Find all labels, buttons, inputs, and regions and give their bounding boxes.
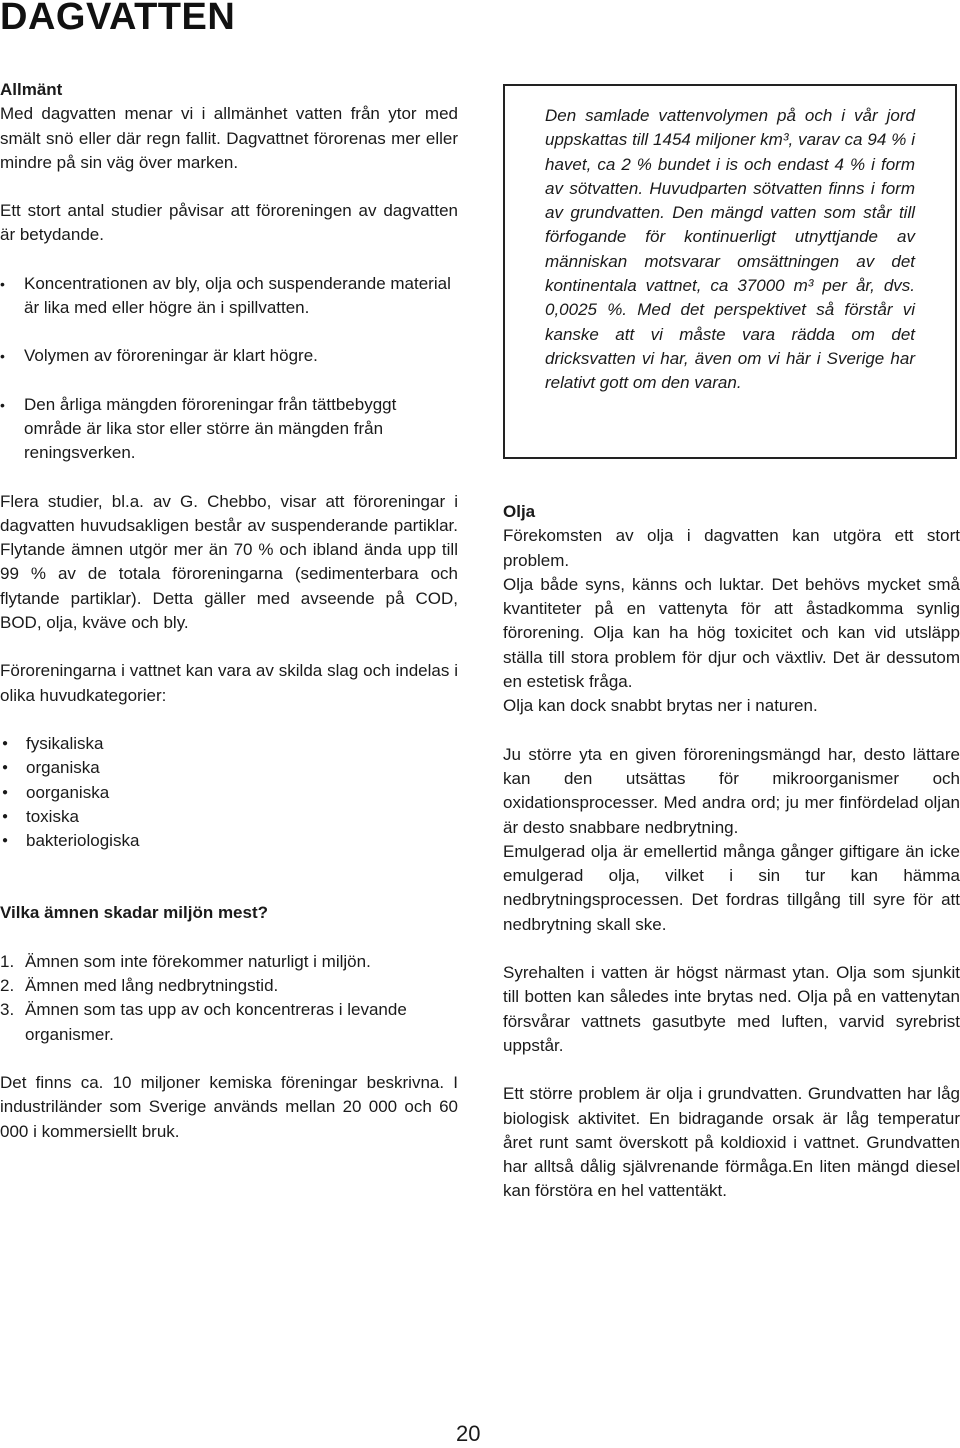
kategorier-list <box>0 732 458 853</box>
item-number: 1. <box>0 951 15 971</box>
right-column <box>503 500 960 1204</box>
yta-paragraph-1: Ju större yta en given föroreningsmängd har, desto lättare kan den utsättas för mikroorganismer och oxidationsprocesser. Med andra ord; ju mer finfördelad oljan är desto snabbare nedbrytning. <box>503 744 960 837</box>
section-heading-allmant: Allmänt <box>0 80 63 99</box>
olja-paragraph-3: Olja kan dock snabbt brytas ner i naturen. <box>503 696 818 716</box>
list-item: ● organiska <box>0 756 458 780</box>
item-number: 3. <box>0 1000 15 1020</box>
page-title: DAGVATTEN <box>0 0 236 38</box>
list-item <box>0 998 458 1047</box>
olja-paragraph-1: Förekomsten av olja i dagvatten kan utgöra ett stort problem. <box>503 526 960 570</box>
yta-paragraph-2: Emulgerad olja är emellertid många gånger giftigare än icke emulgerad olja, vilket i sin tur kan hämma nedbrytningsprocessen. Det fordras tillgång till syre för att nedbrytning skall ske. <box>503 841 960 934</box>
numbered-list <box>0 950 458 1047</box>
olja-paragraph-2: Olja både syns, känns och luktar. Det behövs mycket små kvantiteter på en vattenyta för att åstadkomma synlig förorening. Olja kan ha hög toxicitet och kan vid utsläpp ställa till stora problem för djur och växtliv. Det är dessutom en estetisk fråga. <box>503 574 960 692</box>
grundvatten-paragraph: Ett större problem är olja i grundvatten. Grundvatten har låg biologisk aktivitet. En bidragande orsak är låg temperatur året runt samt överskott på koldioxid i vattnet. Grundvatten har alltså dålig självrenande förmåga.En liten mängd diesel kan förstöra en hel vattentäkt. <box>503 1084 960 1201</box>
studier-paragraph: Ett stort antal studier påvisar att föroreningen av dagvatten är betydande. <box>0 201 458 245</box>
kategorier-intro: Föroreningarna i vattnet kan vara av skilda slag och indelas i olika huvudkategorier: <box>0 661 458 705</box>
list-item: • Koncentrationen av bly, olja och suspenderande material är lika med eller högre än i spillvatten. <box>0 272 458 321</box>
list-item: • Den årliga mängden föroreningar från tättbebyggt område är lika stor eller större än mängden från reningsverken. <box>0 393 458 466</box>
left-column <box>0 78 458 1144</box>
section-heading-olja: Olja <box>503 502 536 521</box>
list-item: • Volymen av föroreningar är klart högre. <box>0 344 458 368</box>
final-paragraph: Det finns ca. 10 miljoner kemiska föreningar beskrivna. I industriländer som Sverige används mellan 20 000 och 60 000 i kommersiellt bruk. <box>0 1072 458 1141</box>
allmant-paragraph: Med dagvatten menar vi i allmänhet vatten från ytor med smält snö eller där regn fallit. Dagvattnet förorenas mer eller mindre på sin väg över marken. <box>0 104 458 172</box>
findings-list <box>0 272 458 466</box>
item-text: Ämnen som tas upp av och koncentreras i levande organismer. <box>25 1000 407 1044</box>
list-item: ● toxiska <box>0 805 458 829</box>
syre-paragraph: Syrehalten i vatten är högst närmast ytan. Olja som sjunkit till botten kan således inte brytas ned. Olja på en vattenytan försvårar vattnets gasutbyte med luften, varvid syrebrist uppstår. <box>503 963 960 1055</box>
info-box <box>503 84 957 459</box>
list-item: ● fysikaliska <box>0 732 458 756</box>
list-item <box>0 950 458 974</box>
info-box-text: Den samlade vattenvolymen på och i vår jord uppskattas till 1454 miljoner km³, varav ca 94 % i havet, ca 2 % bundet i is och endast 4 % i form av sötvatten. Huvudparten sötvatten finns i form av grundvatten. Den mängd vatten som står till förfogande för kontinuerligt utnyttjande av människan motsvarar omsättningen av det kontinentala vattnet, ca 37000 m³ per år, dvs. 0,0025 %. Med det perspektivet så förstår vi kanske att vi måste vara rädda om det dricksvatten vi har, även om vi här i Sverige har relativt gott om den varan. <box>545 106 915 393</box>
page-number: 20 <box>456 1421 481 1446</box>
question-heading: Vilka ämnen skadar miljön mest? <box>0 903 269 923</box>
item-number: 2. <box>0 976 15 996</box>
list-item: ● bakteriologiska <box>0 829 458 853</box>
list-item: ● oorganiska <box>0 781 458 805</box>
list-item <box>0 974 458 998</box>
item-text: Ämnen som inte förekommer naturligt i miljön. <box>25 951 371 971</box>
chebbo-paragraph: Flera studier, bl.a. av G. Chebbo, visar att föroreningar i dagvatten huvudsakligen består av suspenderande partiklar. Flytande ämnen utgör mer än 70 % och ibland ända upp till 99 % av de totala föroreningarna (sedimenterbara och flytande partiklar). Detta gäller med avseende på COD, BOD, olja, kväve och bly. <box>0 491 458 633</box>
item-text: Ämnen med lång nedbrytningstid. <box>25 976 279 996</box>
